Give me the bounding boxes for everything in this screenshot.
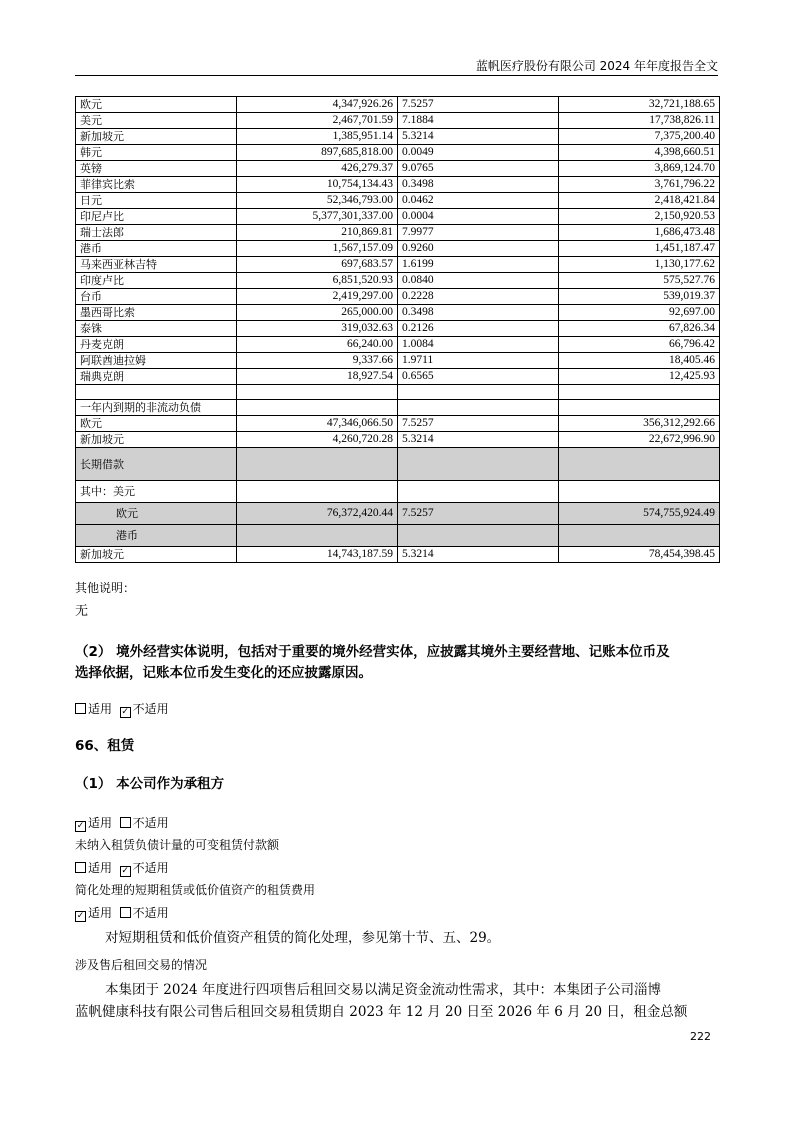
row-label-cell [76, 385, 237, 400]
foreign-amount-cell: 426,279.37 [237, 161, 398, 177]
applicable-label: 适用 [88, 906, 113, 920]
currency-cell: 英镑 [76, 161, 237, 177]
table-row [76, 337, 720, 353]
rmb-amount-cell: 67,826.34 [559, 321, 720, 337]
table-row [76, 113, 720, 129]
empty-cell [559, 525, 720, 547]
unchecked-box-icon [120, 907, 131, 918]
currency-table [75, 96, 720, 563]
other-notes-label: 其他说明： [75, 581, 136, 595]
applicable-label: 适用 [88, 816, 113, 830]
section66-heading: 66、租赁 [75, 738, 135, 754]
currency-cell: 瑞士法郎 [76, 225, 237, 241]
foreign-amount-cell: 697,683.57 [237, 257, 398, 273]
section66-1-heading: （1） 本公司作为承租方 [75, 776, 225, 792]
foreign-amount-cell: 47,346,066.50 [237, 416, 398, 432]
table-row [76, 161, 720, 177]
currency-cell: 新加坡元 [76, 432, 237, 448]
table-row [76, 225, 720, 241]
empty-cell [237, 525, 398, 547]
table-row [76, 209, 720, 225]
unchecked-box-icon [75, 703, 86, 714]
empty-cell [398, 400, 559, 416]
row-label-cell: 长期借款 [76, 448, 237, 481]
exchange-rate-cell: 1.9711 [398, 353, 559, 369]
rmb-amount-cell: 3,869,124.70 [559, 161, 720, 177]
exchange-rate-cell: 0.2228 [398, 289, 559, 305]
page-number: 222 [690, 1030, 711, 1043]
empty-cell [398, 448, 559, 481]
exchange-rate-cell: 5.3214 [398, 432, 559, 448]
foreign-amount-cell: 4,260,720.28 [237, 432, 398, 448]
currency-cell: 马来西亚林吉特 [76, 257, 237, 273]
exchange-rate-cell: 7.1884 [398, 113, 559, 129]
foreign-amount-cell: 319,032.63 [237, 321, 398, 337]
empty-cell [559, 481, 720, 503]
exchange-rate-cell: 0.2126 [398, 321, 559, 337]
table-row [76, 145, 720, 161]
short-term-applicability [75, 905, 169, 922]
empty-cell [398, 525, 559, 547]
foreign-amount-cell: 76,372,420.44 [237, 503, 398, 525]
checked-box-icon: ✓ [76, 911, 85, 921]
exchange-rate-cell: 0.0462 [398, 193, 559, 209]
section2-heading-line2: 选择依据，记账本位币发生变化的还应披露原因。 [75, 665, 372, 681]
foreign-amount-cell: 66,240.00 [237, 337, 398, 353]
exchange-rate-cell: 5.3214 [398, 547, 559, 563]
empty-cell [559, 400, 720, 416]
exchange-rate-cell: 7.5257 [398, 97, 559, 113]
empty-cell [237, 481, 398, 503]
foreign-amount-cell: 5,377,301,337.00 [237, 209, 398, 225]
foreign-amount-cell: 210,869.81 [237, 225, 398, 241]
foreign-amount-cell: 18,927.54 [237, 369, 398, 385]
table-row [76, 369, 720, 385]
empty-cell [559, 448, 720, 481]
exchange-rate-cell: 7.5257 [398, 503, 559, 525]
foreign-amount-cell: 265,000.00 [237, 305, 398, 321]
exchange-rate-cell: 0.0049 [398, 145, 559, 161]
exchange-rate-cell: 0.9260 [398, 241, 559, 257]
table-row [76, 129, 720, 145]
unchecked-box-icon [75, 862, 86, 873]
variable-payments-label: 未纳入租赁负债计量的可变租赁付款额 [75, 838, 280, 852]
unchecked-box-icon [120, 817, 131, 828]
table-row [76, 503, 720, 525]
foreign-amount-cell: 4,347,926.26 [237, 97, 398, 113]
section2-heading-line1: （2） 境外经营实体说明，包括对于重要的境外经营实体，应披露其境外主要经营地、记账本位币及 [75, 644, 670, 660]
currency-cell: 台币 [76, 289, 237, 305]
table-row [76, 97, 720, 113]
short-term-text: 对短期租赁和低价值资产租赁的简化处理，参见第十节、五、29。 [105, 930, 501, 946]
table-row [76, 273, 720, 289]
foreign-amount-cell: 10,754,134.43 [237, 177, 398, 193]
foreign-amount-cell: 9,337.66 [237, 353, 398, 369]
foreign-amount-cell: 1,385,951.14 [237, 129, 398, 145]
table-row [76, 432, 720, 448]
other-notes-value: 无 [75, 604, 89, 619]
table-row [76, 289, 720, 305]
currency-cell: 欧元 [76, 503, 237, 525]
empty-cell [237, 400, 398, 416]
empty-cell [237, 448, 398, 481]
foreign-amount-cell: 6,851,520.93 [237, 273, 398, 289]
exchange-rate-cell: 0.0004 [398, 209, 559, 225]
foreign-amount-cell: 14,743,187.59 [237, 547, 398, 563]
header-rule [75, 75, 718, 76]
currency-cell: 美元 [76, 113, 237, 129]
rmb-amount-cell: 356,312,292.66 [559, 416, 720, 432]
foreign-amount-cell: 2,467,701.59 [237, 113, 398, 129]
rmb-amount-cell: 22,672,996.90 [559, 432, 720, 448]
lessee-applicability [75, 815, 169, 832]
not-applicable-label: 不适用 [132, 861, 169, 875]
exchange-rate-cell: 0.3498 [398, 177, 559, 193]
exchange-rate-cell: 0.0840 [398, 273, 559, 289]
rmb-amount-cell: 92,697.00 [559, 305, 720, 321]
currency-cell: 欧元 [76, 416, 237, 432]
rmb-amount-cell: 2,150,920.53 [559, 209, 720, 225]
empty-cell [398, 481, 559, 503]
variable-payments-applicability [75, 860, 169, 877]
table-row [76, 547, 720, 563]
foreign-amount-cell: 52,346,793.00 [237, 193, 398, 209]
table-row [76, 416, 720, 432]
currency-cell: 印尼卢比 [76, 209, 237, 225]
rmb-amount-cell: 17,738,826.11 [559, 113, 720, 129]
row-label-cell: 一年内到期的非流动负债 [76, 400, 237, 416]
exchange-rate-cell: 0.6565 [398, 369, 559, 385]
currency-cell: 新加坡元 [76, 129, 237, 145]
empty-cell [559, 385, 720, 400]
table-row [76, 241, 720, 257]
short-term-label: 简化处理的短期租赁或低价值资产的租赁费用 [75, 883, 316, 897]
applicable-label: 适用 [88, 861, 113, 875]
currency-cell: 印度卢比 [76, 273, 237, 289]
exchange-rate-cell: 7.5257 [398, 416, 559, 432]
empty-cell [398, 385, 559, 400]
row-label-cell: 港币 [76, 525, 237, 547]
not-applicable-label: 不适用 [132, 906, 169, 920]
exchange-rate-cell: 1.0084 [398, 337, 559, 353]
rmb-amount-cell: 66,796.42 [559, 337, 720, 353]
exchange-rate-cell: 1.6199 [398, 257, 559, 273]
rmb-amount-cell: 12,425.93 [559, 369, 720, 385]
table-row [76, 193, 720, 209]
rmb-amount-cell: 7,375,200.40 [559, 129, 720, 145]
rmb-amount-cell: 2,418,421.84 [559, 193, 720, 209]
rmb-amount-cell: 574,755,924.49 [559, 503, 720, 525]
rmb-amount-cell: 1,130,177.62 [559, 257, 720, 273]
currency-cell: 泰铢 [76, 321, 237, 337]
page-header: 蓝帆医疗股份有限公司 2024 年年度报告全文 [475, 59, 718, 73]
leaseback-title: 涉及售后租回交易的情况 [75, 958, 208, 972]
checked-box-icon: ✓ [76, 821, 85, 831]
currency-cell: 港币 [76, 241, 237, 257]
currency-cell: 韩元 [76, 145, 237, 161]
row-label-cell: 其中：美元 [76, 481, 237, 503]
rmb-amount-cell: 539,019.37 [559, 289, 720, 305]
rmb-amount-cell: 18,405.46 [559, 353, 720, 369]
table-row [76, 385, 720, 400]
section2-applicability [75, 701, 169, 718]
table-row [76, 305, 720, 321]
rmb-amount-cell: 575,527.76 [559, 273, 720, 289]
rmb-amount-cell: 3,761,796.22 [559, 177, 720, 193]
currency-cell: 丹麦克朗 [76, 337, 237, 353]
not-applicable-label: 不适用 [132, 702, 169, 716]
rmb-amount-cell: 78,454,398.45 [559, 547, 720, 563]
applicable-label: 适用 [88, 702, 113, 716]
not-applicable-label: 不适用 [132, 816, 169, 830]
table-row [76, 525, 720, 547]
table-row [76, 448, 720, 481]
currency-cell: 瑞典克朗 [76, 369, 237, 385]
leaseback-line1: 本集团于 2024 年度进行四项售后租回交易以满足资金流动性需求，其中：本集团子公司淄博 [105, 982, 661, 998]
table-row [76, 481, 720, 503]
checked-box-icon: ✓ [121, 707, 129, 717]
foreign-amount-cell: 897,685,818.00 [237, 145, 398, 161]
currency-cell: 菲律宾比索 [76, 177, 237, 193]
exchange-rate-cell: 5.3214 [398, 129, 559, 145]
foreign-amount-cell: 1,567,157.09 [237, 241, 398, 257]
currency-cell: 新加坡元 [76, 547, 237, 563]
currency-cell: 墨西哥比索 [76, 305, 237, 321]
rmb-amount-cell: 1,686,473.48 [559, 225, 720, 241]
rmb-amount-cell: 1,451,187.47 [559, 241, 720, 257]
exchange-rate-cell: 9.0765 [398, 161, 559, 177]
currency-cell: 日元 [76, 193, 237, 209]
exchange-rate-cell: 0.3498 [398, 305, 559, 321]
currency-table-body [76, 97, 720, 563]
empty-cell [237, 385, 398, 400]
leaseback-line2: 蓝帆健康科技有限公司售后租回交易租赁期自 2023 年 12 月 20 日至 2026 年 6 月 20 日，租金总额 [75, 1004, 688, 1020]
table-row [76, 400, 720, 416]
table-row [76, 353, 720, 369]
currency-cell: 欧元 [76, 97, 237, 113]
table-row [76, 257, 720, 273]
checked-box-icon: ✓ [121, 866, 129, 876]
rmb-amount-cell: 32,721,188.65 [559, 97, 720, 113]
table-row [76, 177, 720, 193]
foreign-amount-cell: 2,419,297.00 [237, 289, 398, 305]
currency-cell: 阿联酋迪拉姆 [76, 353, 237, 369]
rmb-amount-cell: 4,398,660.51 [559, 145, 720, 161]
table-row [76, 321, 720, 337]
exchange-rate-cell: 7.9977 [398, 225, 559, 241]
